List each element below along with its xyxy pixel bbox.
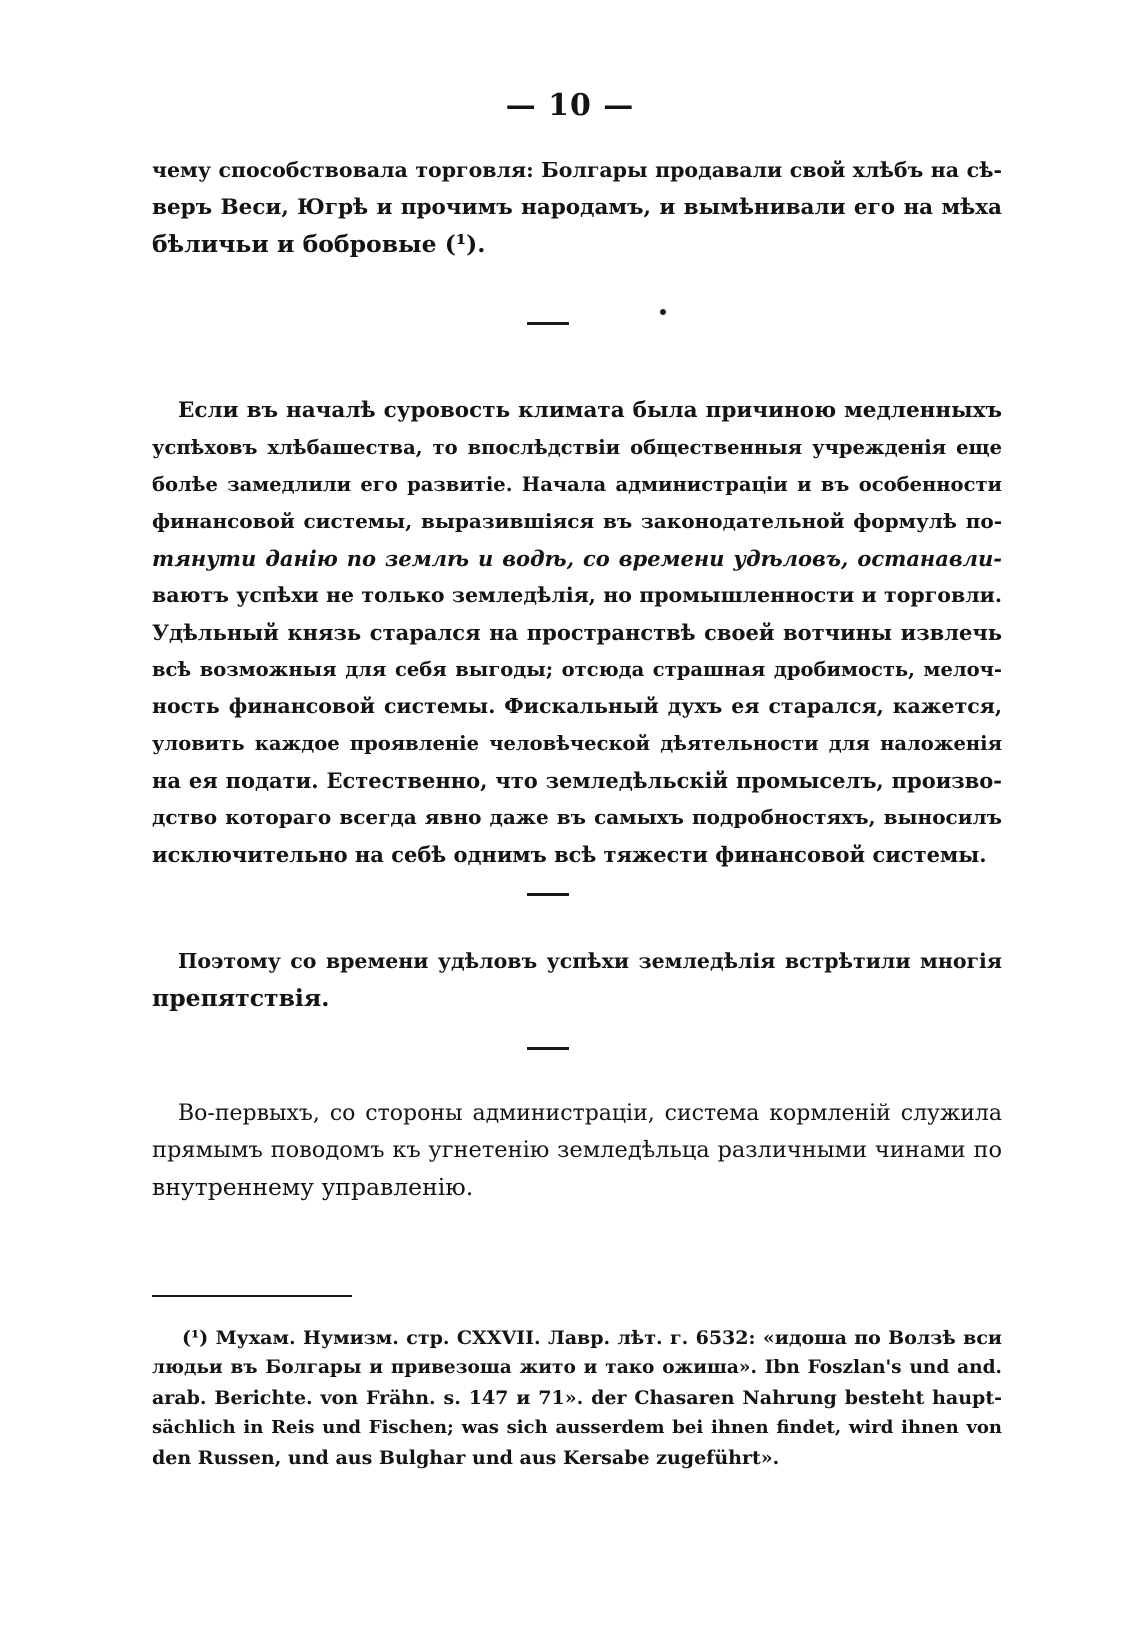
section-divider xyxy=(527,322,569,325)
footnote-line: sächlich in Reis und Fischen; was sich ausserdem bei ihnen findet, wird ihnen von xyxy=(152,1417,1002,1438)
text-line: Во-первыхъ, со стороны администраціи, система кормленій служила xyxy=(178,1101,1002,1126)
paragraph-2 xyxy=(152,392,1002,873)
text-line: тянути данію по землѣ и водѣ, со времени удѣловъ, останавли- xyxy=(152,546,1002,571)
text-line: уловить каждое проявленіе человѣческой дѣятельности для наложенія xyxy=(152,732,1002,755)
text-line: Удѣльный князь старался на пространствѣ своей вотчины извлечь xyxy=(152,620,1002,645)
print-speck xyxy=(660,309,666,315)
text-line: финансовой системы, выразившіяся въ законодательной формулѣ по- xyxy=(152,509,1002,533)
footnote-line: arab. Berichte. von Frähn. s. 147 и 71». der Chasaren Nahrung besteht haupt- xyxy=(152,1387,1002,1409)
text-line: веръ Веси, Югрѣ и прочимъ народамъ, и вымѣнивали его на мѣха xyxy=(152,195,1002,220)
paragraph-3 xyxy=(152,943,1002,1017)
page-number: — 10 — xyxy=(505,88,635,123)
text-line: препятствія. xyxy=(152,984,330,1012)
section-divider xyxy=(527,1047,569,1050)
text-line: на ея подати. Естественно, что земледѣльскій промыселъ, произво- xyxy=(152,768,1002,793)
text-line: бѣличьи и бобровые (¹). xyxy=(152,230,486,258)
text-line: болѣе замедлили его развитіе. Начала администраціи и въ особенности xyxy=(152,473,1002,496)
text-line: успѣховъ хлѣбашества, то впослѣдствіи общественныя учрежденія еще xyxy=(152,436,1002,459)
text-line: исключительно на себѣ однимъ всѣ тяжести финансовой системы. xyxy=(152,842,987,867)
text-line: чему способствовала торговля: Болгары продавали свой хлѣбъ на сѣ- xyxy=(152,158,1002,182)
text-line: Если въ началѣ суровость климата была причиною медленныхъ xyxy=(178,398,1002,423)
footnote-line: (¹) Мухам. Нумизм. стр. CXXVII. Лавр. лѣт. г. 6532: «идоша по Волзѣ вси xyxy=(182,1327,1002,1349)
footnote-line: людьи въ Болгары и привезоша жито и тако ожиша». Ibn Foszlan's und and. xyxy=(152,1357,1002,1378)
text-line: ность финансовой системы. Фискальный духъ ея старался, кажется, xyxy=(152,694,1002,718)
paragraph-4 xyxy=(152,1095,1002,1206)
text-line: внутреннему управленію. xyxy=(152,1173,474,1201)
text-line: прямымъ поводомъ къ угнетенію земледѣльца различными чинами по xyxy=(152,1137,1002,1163)
footnote-rule xyxy=(152,1295,352,1297)
text-line: ваютъ успѣхи не только земледѣлія, но промышленности и торговли. xyxy=(152,583,1002,607)
footnote-line: den Russen, und aus Bulghar und aus Kersabe zugeführt». xyxy=(152,1447,780,1469)
section-divider xyxy=(527,893,569,896)
paragraph-1 xyxy=(152,152,1002,263)
text-line: дство котораго всегда явно даже въ самыхъ подробностяхъ, выносилъ xyxy=(152,805,1002,829)
footnote xyxy=(152,1323,1002,1473)
text-line: Поэтому со времени удѣловъ успѣхи земледѣлія встрѣтили многія xyxy=(178,949,1002,973)
text-line: всѣ возможныя для себя выгоды; отсюда страшная дробимость, мелоч- xyxy=(152,658,1002,681)
